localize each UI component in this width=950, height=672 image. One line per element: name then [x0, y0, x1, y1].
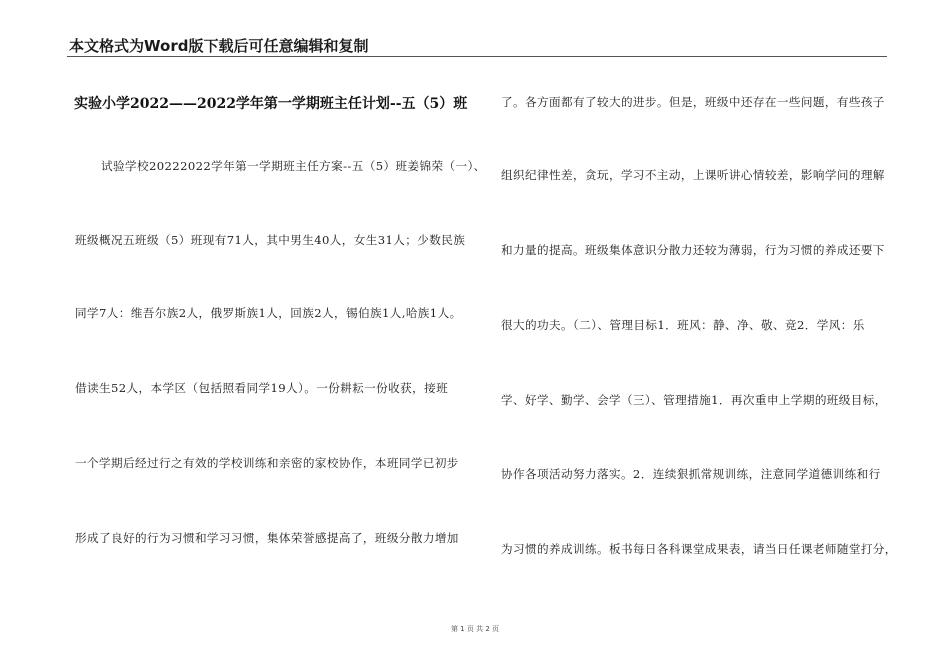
- right-line-4: 很大的功夫。（二）、管理目标1．班风：静、净、敬、竞2．学风：乐: [501, 318, 865, 332]
- left-line-1: 试验学校20222022学年第一学期班主任方案--五（5）班姜锦荣（一）、: [101, 159, 486, 173]
- right-line-7: 为习惯的养成训练。板书每日各科课堂成果表，请当日任课老师随堂打分，: [501, 542, 897, 556]
- right-line-3: 和力量的提高。班级集体意识分散力还较为薄弱，行为习惯的养成还要下: [501, 243, 885, 257]
- document-title: 实验小学2022——2022学年第一学期班主任计划--五（5）班: [74, 96, 468, 112]
- right-line-1: 了。各方面都有了较大的进步。但是，班级中还存在一些问题，有些孩子: [501, 95, 885, 109]
- left-line-5: 一个学期后经过行之有效的学校训练和亲密的家校协作，本班同学已初步: [75, 456, 459, 470]
- page-number: 第 1 页 共 2 页: [450, 625, 500, 633]
- right-line-6: 协作各项活动努力落实。2．连续狠抓常规训练，注意同学道德训练和行: [501, 467, 881, 481]
- left-line-6: 形成了良好的行为习惯和学习习惯，集体荣誉感提高了，班级分散力增加: [75, 531, 459, 545]
- left-line-2: 班级概况五班级（5）班现有71人，其中男生40人，女生31人；少数民族: [75, 233, 466, 247]
- header-divider: [67, 56, 887, 57]
- right-line-5: 学、好学、勤学、会学（三）、管理措施1．再次重申上学期的班级目标，: [501, 393, 887, 407]
- document-banner: 本文格式为Word版下载后可任意编辑和复制: [69, 37, 369, 55]
- left-line-4: 借读生52人，本学区（包括照看同学19人）。一份耕耘一份收获，接班: [75, 381, 449, 395]
- right-line-2: 组织纪律性差，贪玩，学习不主动，上课听讲心情较差，影响学问的理解: [501, 168, 885, 182]
- left-line-3: 同学7人：维吾尔族2人，俄罗斯族1人，回族2人，锡伯族1人,哈族1人。: [75, 306, 462, 320]
